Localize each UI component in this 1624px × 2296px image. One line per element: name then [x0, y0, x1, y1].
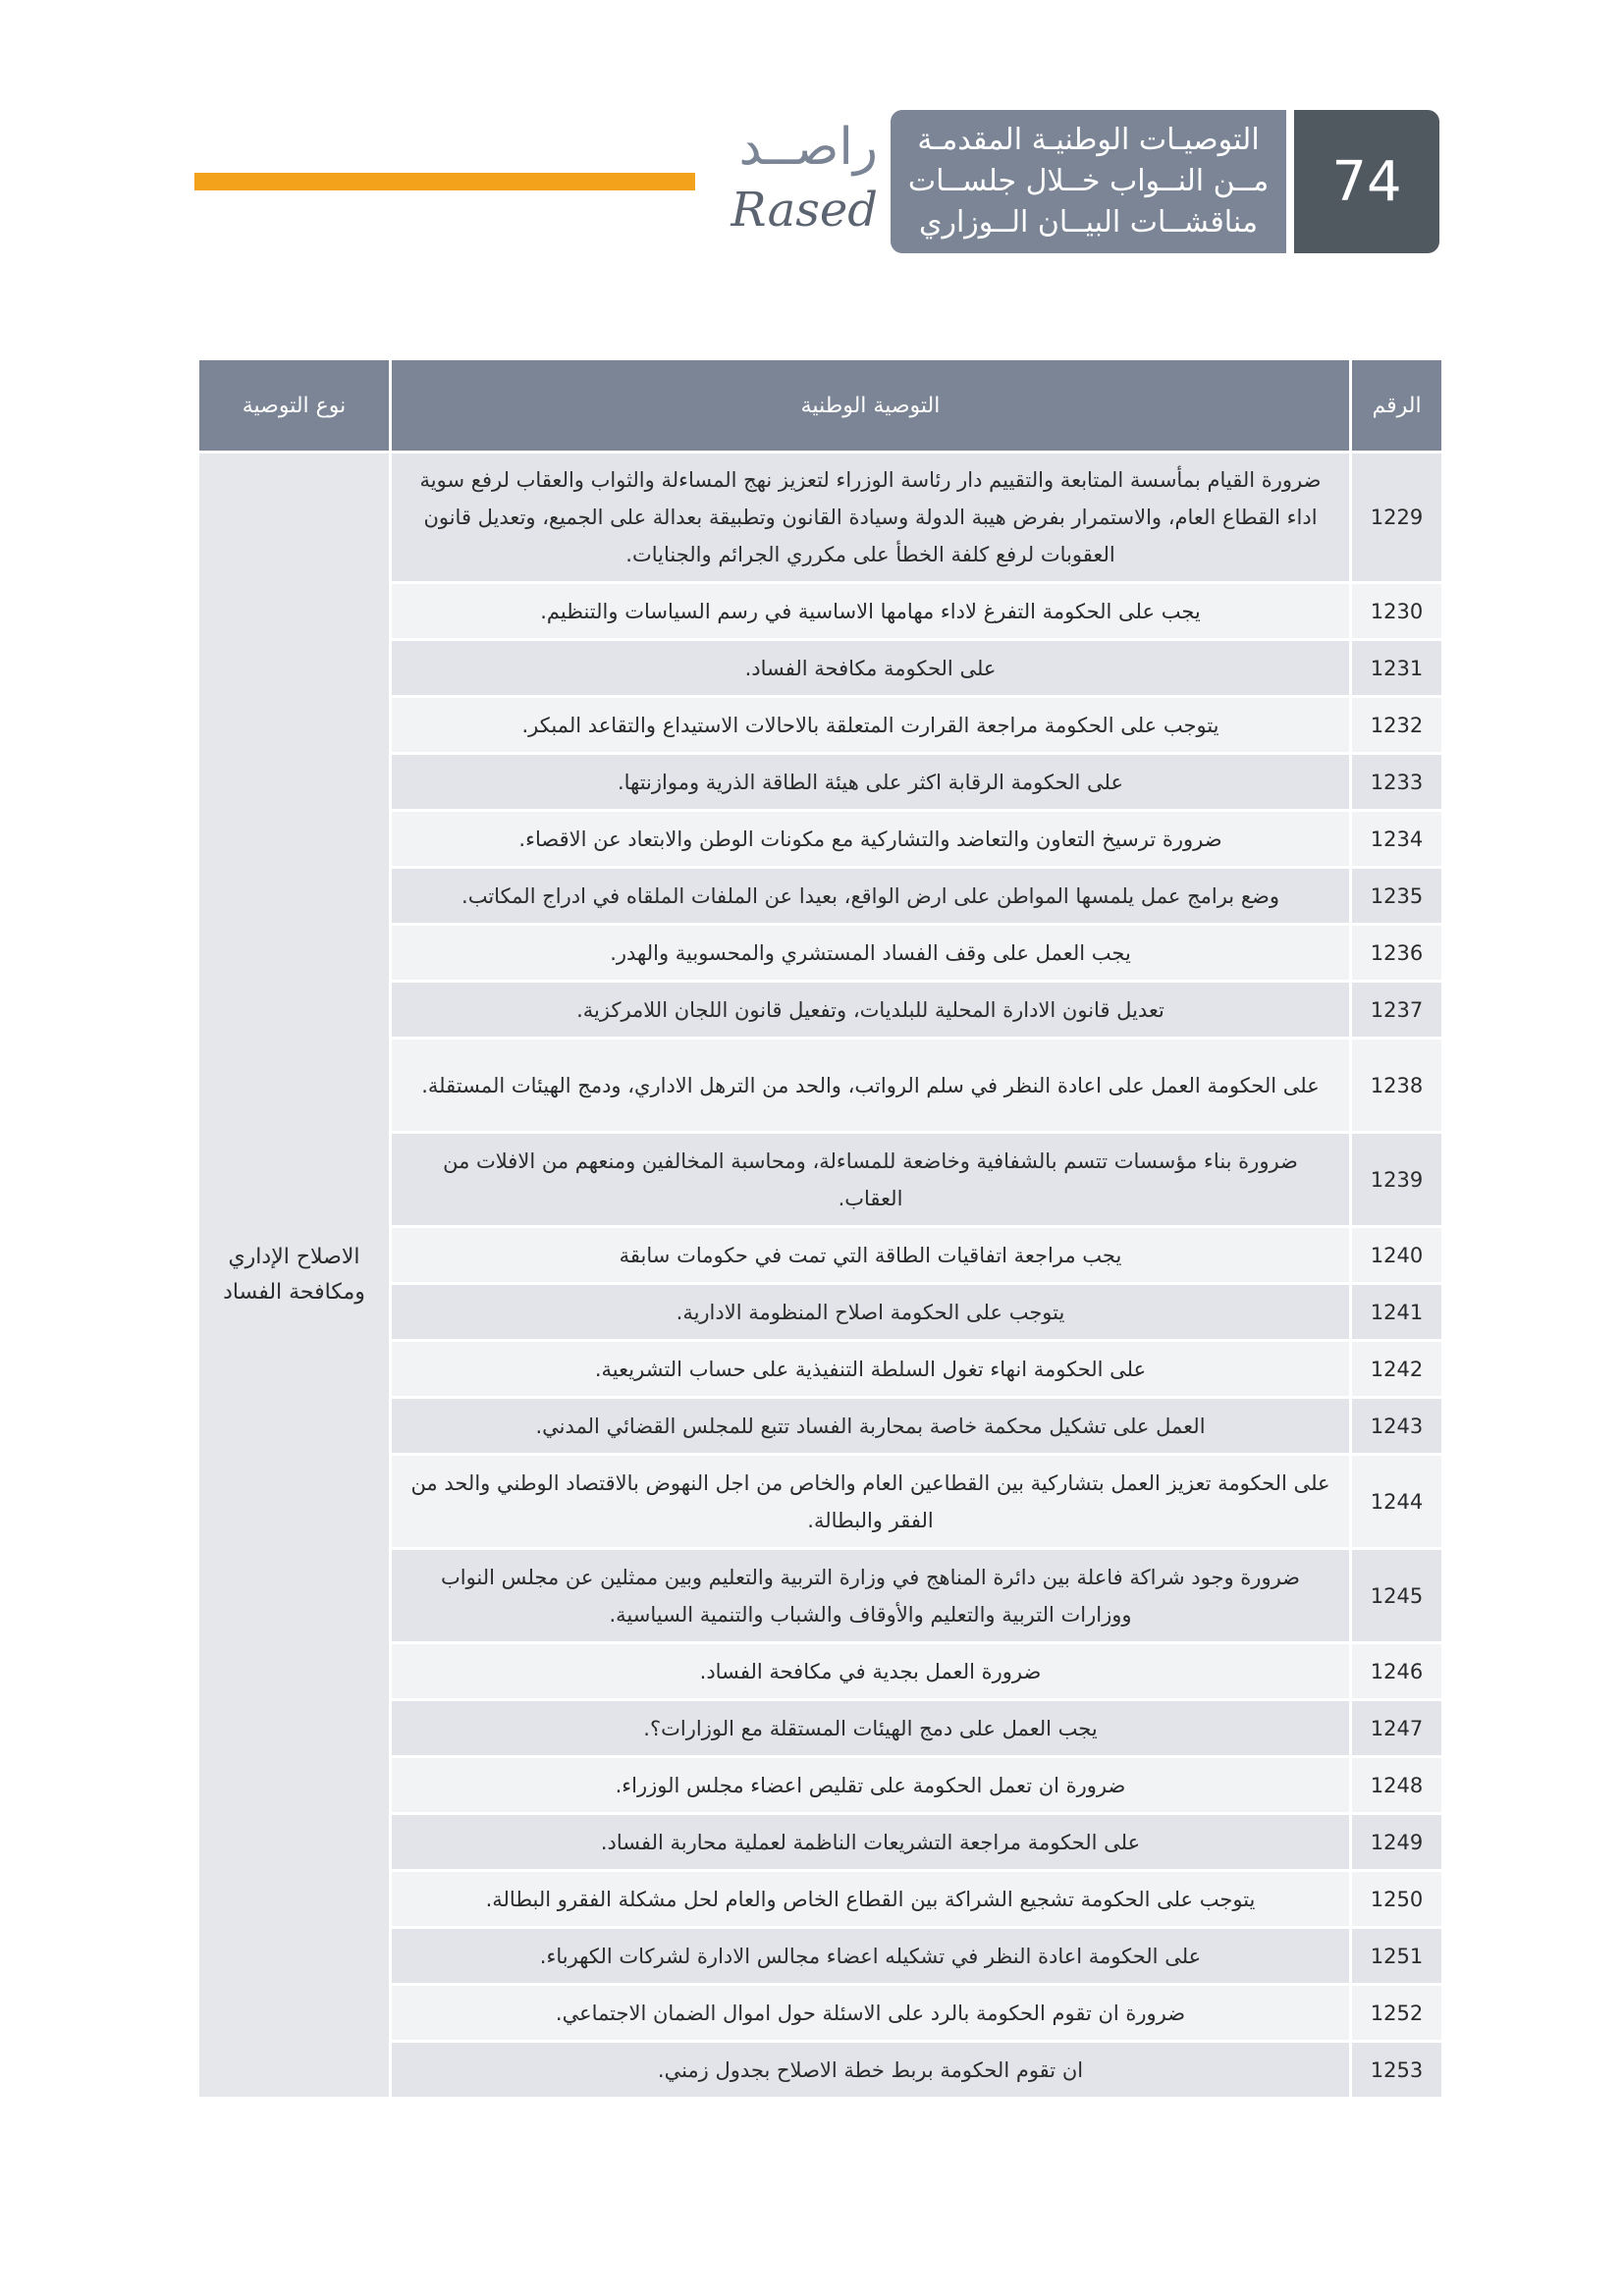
brand-logo-arabic: راصــد: [738, 118, 878, 177]
row-recommendation: ضرورة وجود شراكة فاعلة بين دائرة المناهج في وزارة التربية والتعليم وبين ممثلين عن مجلس النواب ووزارات التربية والتعليم والأوقاف والشباب والتنمية السياسية.: [391, 1549, 1351, 1643]
row-number: 1245: [1351, 1549, 1443, 1643]
row-number: 1231: [1351, 640, 1443, 697]
row-number: 1247: [1351, 1700, 1443, 1757]
row-number: 1240: [1351, 1227, 1443, 1284]
row-recommendation: وضع برامج عمل يلمسها المواطن على ارض الواقع، بعيدا عن الملفات الملقاه في ادراج المكاتب.: [391, 868, 1351, 925]
row-recommendation: على الحكومة الرقابة اكثر على هيئة الطاقة الذرية وموازنتها.: [391, 754, 1351, 811]
row-number: 1233: [1351, 754, 1443, 811]
row-number: 1229: [1351, 453, 1443, 583]
row-recommendation: على الحكومة مكافحة الفساد.: [391, 640, 1351, 697]
row-recommendation: على الحكومة انهاء تغول السلطة التنفيذية على حساب التشريعية.: [391, 1341, 1351, 1398]
row-recommendation: على الحكومة تعزيز العمل بتشاركية بين القطاعين العام والخاص من اجل النهوض بالاقتصاد الوطني والحد من الفقر والبطالة.: [391, 1455, 1351, 1549]
title-line-2: مــن النــواب خــلال جلســات: [907, 164, 1270, 198]
row-number: 1234: [1351, 811, 1443, 868]
row-recommendation: ضرورة القيام بمأسسة المتابعة والتقييم دار رئاسة الوزراء لتعزيز نهج المساءلة والثواب والعقاب لرفع سوية اداء القطاع العام، والاستمرار بفرض هيبة الدولة وسيادة القانون وتطبيقة بعدالة على الجميع، وتعديل قانون العقوبات لرفع كلفة الخطأ على مكرري الجرائم والجنايات.: [391, 453, 1351, 583]
row-recommendation: يجب العمل على وقف الفساد المستشري والمحسوبية والهدر.: [391, 925, 1351, 982]
row-number: 1249: [1351, 1814, 1443, 1871]
row-recommendation: على الحكومة مراجعة التشريعات الناظمة لعملية محاربة الفساد.: [391, 1814, 1351, 1871]
page-title-box: [891, 110, 1286, 253]
recommendations-table: [196, 357, 1444, 2100]
row-recommendation: ان تقوم الحكومة بربط خطة الاصلاح بجدول زمني.: [391, 2042, 1351, 2099]
row-number: 1252: [1351, 1985, 1443, 2042]
row-recommendation: يجب مراجعة اتفاقيات الطاقة التي تمت في حكومات سابقة: [391, 1227, 1351, 1284]
row-recommendation: ضرورة ان تقوم الحكومة بالرد على الاسئلة حول اموال الضمان الاجتماعي.: [391, 1985, 1351, 2042]
row-number: 1235: [1351, 868, 1443, 925]
row-number: 1246: [1351, 1643, 1443, 1700]
table-header-row: [198, 359, 1443, 453]
row-recommendation: يجب على الحكومة التفرغ لاداء مهامها الاساسية في رسم السياسات والتنظيم.: [391, 583, 1351, 640]
header-accent-bar: [194, 173, 695, 190]
header-number: الرقم: [1351, 359, 1443, 453]
title-line-1: التوصيـات الوطنيـة المقدمـة: [917, 123, 1260, 157]
page-number: 74: [1331, 149, 1402, 214]
row-number: 1251: [1351, 1928, 1443, 1985]
page-number-box: [1294, 110, 1439, 253]
row-number: 1243: [1351, 1398, 1443, 1455]
row-number: 1236: [1351, 925, 1443, 982]
row-recommendation: ضرورة ترسيخ التعاون والتعاضد والتشاركية مع مكونات الوطن والابتعاد عن الاقصاء.: [391, 811, 1351, 868]
brand-logo-latin: Rased: [731, 183, 878, 238]
row-number: 1253: [1351, 2042, 1443, 2099]
row-number: 1244: [1351, 1455, 1443, 1549]
table-row: [198, 453, 1443, 583]
row-number: 1242: [1351, 1341, 1443, 1398]
row-recommendation: يجب العمل على دمج الهيئات المستقلة مع الوزارات؟.: [391, 1700, 1351, 1757]
row-number: 1238: [1351, 1039, 1443, 1133]
row-number: 1248: [1351, 1757, 1443, 1814]
row-recommendation: على الحكومة اعادة النظر في تشكيله اعضاء مجالس الادارة لشركات الكهرباء.: [391, 1928, 1351, 1985]
recommendation-type: الاصلاح الإداري ومكافحة الفساد: [198, 453, 391, 2099]
row-recommendation: ضرورة ان تعمل الحكومة على تقليص اعضاء مجلس الوزراء.: [391, 1757, 1351, 1814]
row-recommendation: العمل على تشكيل محكمة خاصة بمحاربة الفساد تتبع للمجلس القضائي المدني.: [391, 1398, 1351, 1455]
row-recommendation: ضرورة العمل بجدية في مكافحة الفساد.: [391, 1643, 1351, 1700]
row-recommendation: يتوجب على الحكومة تشجيع الشراكة بين القطاع الخاص والعام لحل مشكلة الفقرو البطالة.: [391, 1871, 1351, 1928]
row-recommendation: على الحكومة العمل على اعادة النظر في سلم الرواتب، والحد من الترهل الاداري، ودمج الهيئات المستقلة.: [391, 1039, 1351, 1133]
row-number: 1250: [1351, 1871, 1443, 1928]
row-recommendation: تعديل قانون الادارة المحلية للبلديات، وتفعيل قانون اللجان اللامركزية.: [391, 982, 1351, 1039]
row-number: 1241: [1351, 1284, 1443, 1341]
header-type: نوع التوصية: [198, 359, 391, 453]
table-body: [198, 453, 1443, 2099]
row-recommendation: يتوجب على الحكومة مراجعة القرارت المتعلقة بالاحالات الاستيداع والتقاعد المبكر.: [391, 697, 1351, 754]
title-line-3: مناقشــات البيــان الــوزاري: [918, 205, 1259, 240]
row-number: 1237: [1351, 982, 1443, 1039]
row-recommendation: ضرورة بناء مؤسسات تتسم بالشفافية وخاضعة للمساءلة، ومحاسبة المخالفين ومنعهم من الافلات من العقاب.: [391, 1133, 1351, 1227]
row-number: 1230: [1351, 583, 1443, 640]
row-number: 1239: [1351, 1133, 1443, 1227]
header-recommendation: التوصية الوطنية: [391, 359, 1351, 453]
row-recommendation: يتوجب على الحكومة اصلاح المنظومة الادارية.: [391, 1284, 1351, 1341]
row-number: 1232: [1351, 697, 1443, 754]
